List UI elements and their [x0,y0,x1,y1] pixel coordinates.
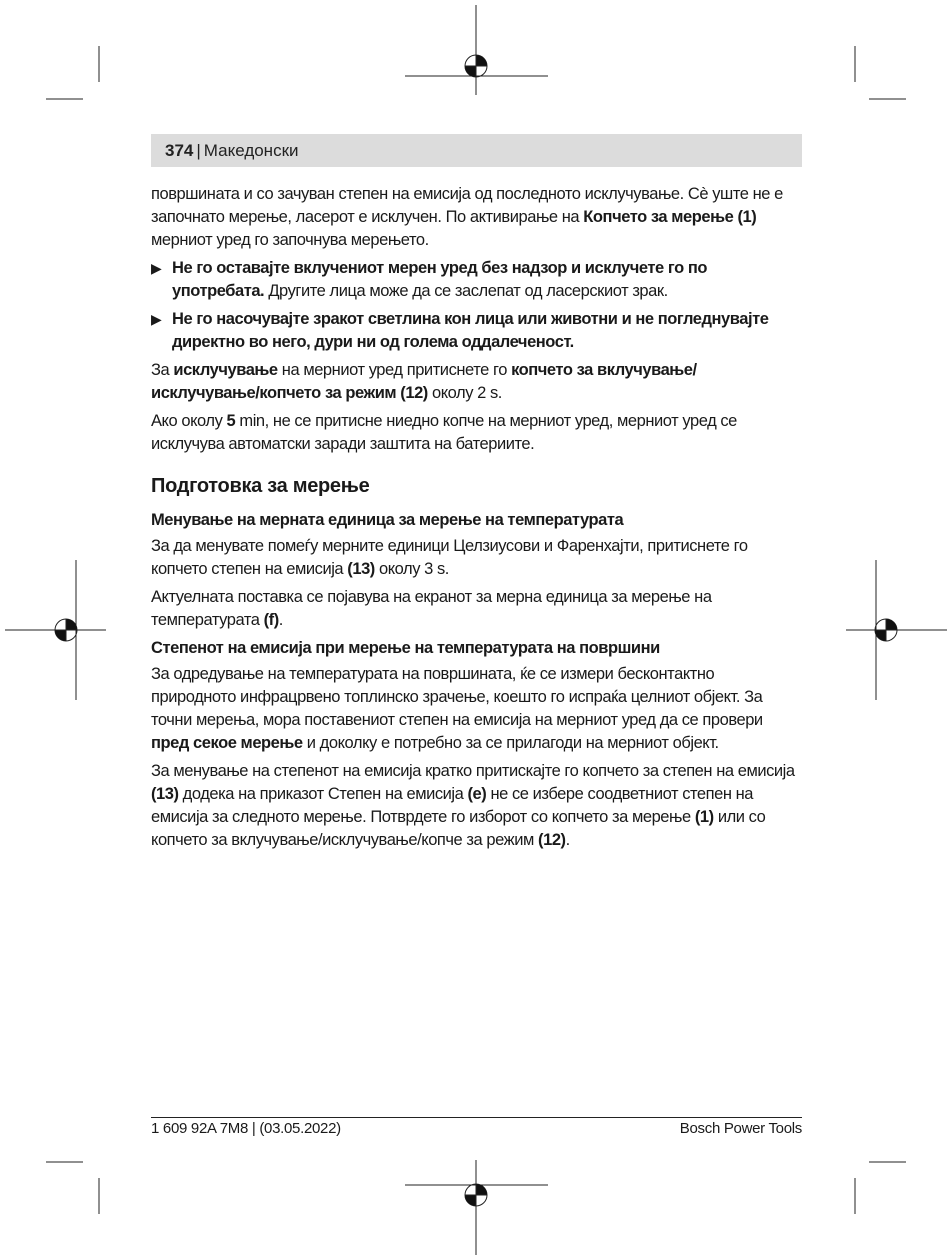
warning-bullet-1: ▶ Не го оставајте вклучениот мерен уред без надзор и исклучете го по употребата. Другите лица може да се заслепат од ласерскиот зрак. [151,259,708,300]
subheading-unit-change: Менување на мерната единица за мерење на температурата [151,511,624,529]
paragraph-unit-change: За да менувате помеѓу мерните единици Целзиусови и Фаренхајти, притиснете го копчето степен на емисија (13) околу 3 s. [151,537,748,578]
page-header [151,134,802,167]
warning-bullet-2: ▶ Не го насочувајте зракот светлина кон лица или животни и не погледнувајте директно во него, дури ни од голема оддалеченост. [151,310,769,351]
paragraph-switch-off: За исклучување на мерниот уред притиснете го копчето за вклучување/исклучување/копчето за режим (12) околу 2 s. [151,361,697,402]
triangle-bullet-icon: ▶ [151,260,162,276]
paragraph-intro: површината и со зачуван степен на емисија од последното исклучување. Сè уште не е започнато мерење, ласерот е исклучен. По активирање на Копчето за мерење (1) мерниот уред го започнува мерењето. [151,185,783,249]
paragraph-auto-off: Ако околу 5 min, не се притисне ниедно копче на мерниот уред, мерниот уред се исклучува автоматски заради заштита на батериите. [151,412,737,453]
section-heading-preparation: Подготовка за мерење [151,475,370,497]
page-content [151,183,802,857]
header-separator: | [196,141,201,160]
page-number: 374 [165,141,194,160]
paragraph-current-setting: Актуелната поставка се појавува на екранот за мерна единица за мерење на температурата (f). [151,588,712,629]
footer-doc-number: 1 609 92A 7M8 | (03.05.2022) [151,1120,341,1137]
header-language: Македонски [203,141,299,160]
triangle-bullet-icon: ▶ [151,311,162,327]
paragraph-emissivity-2: За менување на степенот на емисија кратко притискајте го копчето за степен на емисија (13) додека на приказот Степен на емисија (e) не се избере соодветниот степен на емисија за следното мерење. Потврдете го изборот со копчето за мерење (1) или со копчето за вклучување/исклучување/копче за режим (12). [151,762,795,849]
subheading-emissivity: Степенот на емисија при мерење на температурата на површини [151,639,660,657]
paragraph-emissivity-1: За одредување на температурата на површината, ќе се измери бесконтактно природното инфрацрвено топлинско зрачење, коешто го испраќа целниот објект. За точни мерења, мора поставениот степен на емисија на мерниот уред да се провери пред секое мерење и доколку е потребно за се прилагоди на мерниот објект. [151,665,763,752]
footer-rule [151,1117,802,1118]
footer-brand: Bosch Power Tools [679,1120,802,1137]
